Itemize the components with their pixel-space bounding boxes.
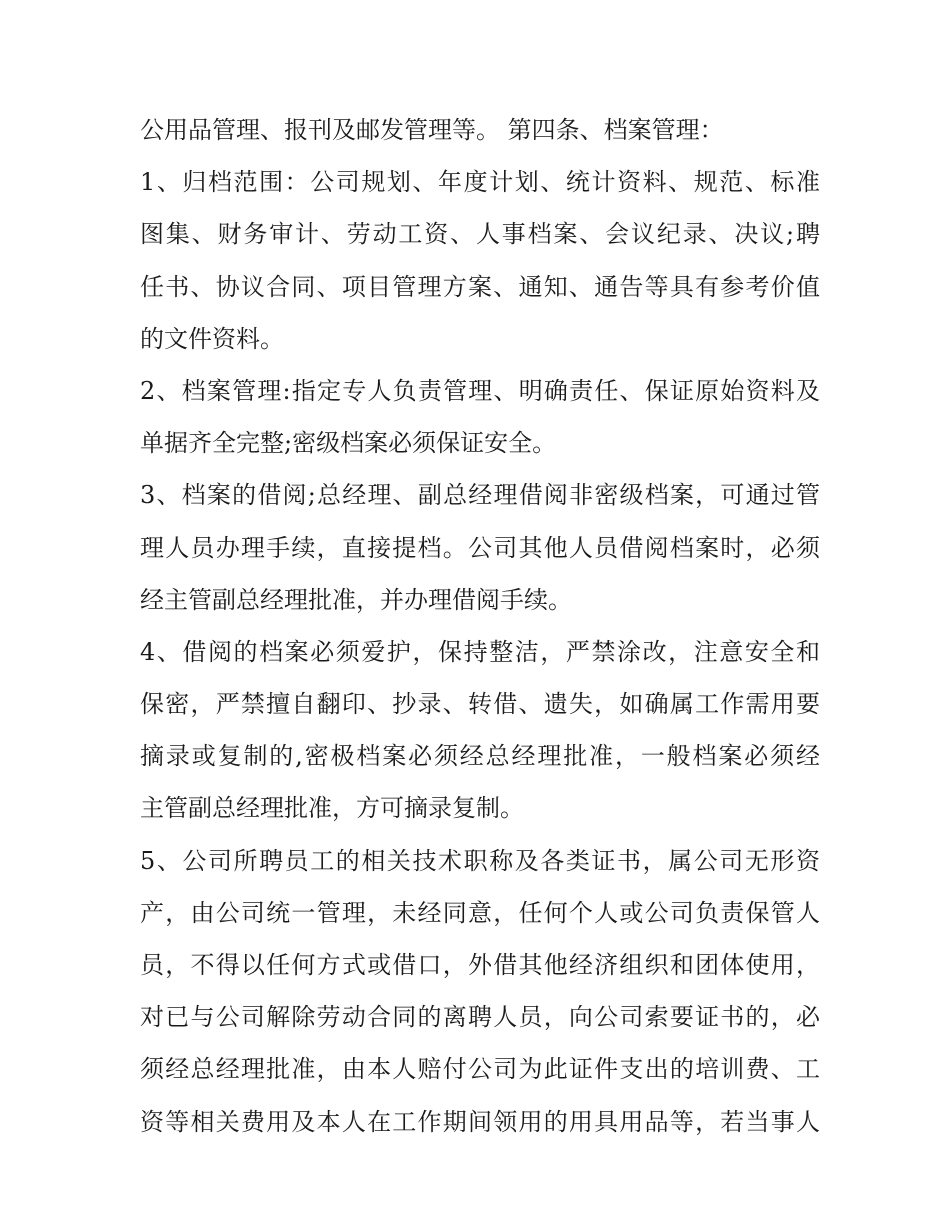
- text-line-3: 图集、财务审计、劳动工资、人事档案、会议纪录、决议;聘: [140, 220, 820, 249]
- text-line-18: 对已与公司解除劳动合同的离聘人员，向公司索要证书的，必: [140, 1003, 820, 1032]
- text-line-4: 任书、协议合同、项目管理方案、通知、通告等具有参考价值: [140, 272, 820, 301]
- document-body: [140, 104, 820, 1148]
- text-line-9: 理人员办理手续，直接提档。公司其他人员借阅档案时，必须: [140, 533, 820, 562]
- text-line-5: 的文件资料。: [140, 324, 284, 353]
- text-line-10: 经主管副总经理批准，并办理借阅手续。: [140, 585, 572, 614]
- text-line-16: 产，由公司统一管理，未经同意，任何个人或公司负责保管人: [140, 898, 820, 927]
- text-line-12: 保密，严禁擅自翻印、抄录、转借、遗失，如确属工作需用要: [140, 690, 820, 719]
- text-line-17: 员，不得以任何方式或借口，外借其他经济组织和团体使用，: [140, 951, 820, 979]
- text-line-6: 2、档案管理:指定专人负责管理、明确责任、保证原始资料及: [140, 376, 820, 405]
- text-line-7: 单据齐全完整;密级档案必须保证安全。: [140, 429, 557, 458]
- text-line-8: 3、档案的借阅;总经理、副总经理借阅非密级档案，可通过管: [140, 481, 820, 510]
- text-line-11: 4、借阅的档案必须爱护，保持整洁，严禁涂改，注意安全和: [140, 637, 820, 666]
- text-line-14: 主管副总经理批准，方可摘录复制。: [140, 794, 524, 823]
- text-line-20: 资等相关费用及本人在工作期间领用的用具用品等，若当事人: [140, 1107, 820, 1136]
- text-line-2: 1、归档范围：公司规划、年度计划、统计资料、规范、标准: [140, 168, 820, 197]
- text-line-13: 摘录或复制的,密极档案必须经总经理批准，一般档案必须经: [140, 742, 820, 771]
- text-line-1: 公用品管理、报刊及邮发管理等。 第四条、档案管理：: [140, 116, 724, 144]
- text-line-15: 5、公司所聘员工的相关技术职称及各类证书，属公司无形资: [140, 846, 820, 875]
- text-line-19: 须经总经理批准，由本人赔付公司为此证件支出的培训费、工: [140, 1055, 820, 1084]
